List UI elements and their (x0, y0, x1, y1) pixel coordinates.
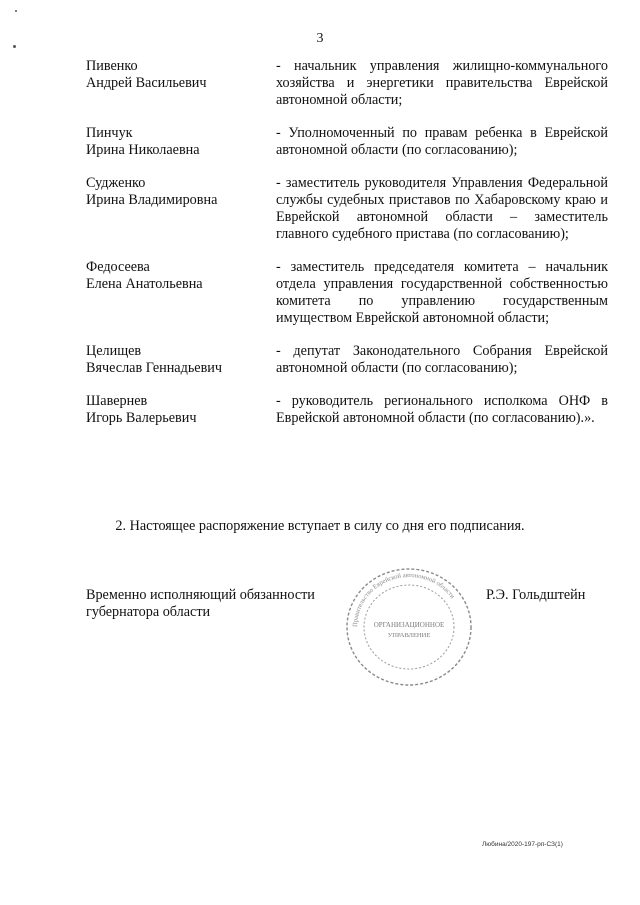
member-name (86, 393, 276, 427)
scan-speck (15, 10, 17, 12)
seal-center-text: ОРГАНИЗАЦИОННОЕ (373, 621, 445, 629)
member-surname: Судженко (86, 175, 146, 191)
member-surname: Целищев (86, 343, 142, 359)
member-role: - начальник управления жилищно-коммунального хозяйства и энергетики правительства Еврейской автономной области; (276, 58, 608, 108)
signatory-position (86, 587, 356, 621)
member-given-names: Ирина Николаевна (86, 142, 200, 158)
member-name (86, 58, 276, 109)
member-role: - заместитель председателя комитета – начальник отдела управления государственной собственностью комитета по управлению государственным имуществом Еврейской автономной области; (276, 259, 608, 326)
official-seal (338, 567, 480, 687)
page-number: 3 (316, 31, 324, 46)
member-role: - депутат Законодательного Собрания Еврейской автономной области (по согласованию); (276, 343, 608, 376)
member-given-names: Елена Анатольевна (86, 276, 203, 292)
member-surname: Федосеева (86, 259, 150, 275)
member-entry (86, 259, 612, 327)
effective-clause: 2. Настоящее распоряжение вступает в силу со дня его подписания. (115, 518, 525, 534)
member-entry (86, 58, 612, 109)
member-surname: Пивенко (86, 58, 138, 74)
member-entry (86, 393, 612, 427)
member-entry (86, 343, 612, 377)
member-name (86, 175, 276, 243)
member-role: - Уполномоченный по правам ребенка в Еврейской автономной области (по согласованию); (276, 125, 608, 158)
member-name (86, 125, 276, 159)
signatory-position-line: губернатора области (86, 604, 211, 620)
seal-center-text: УПРАВЛЕНИЕ (387, 632, 431, 639)
member-given-names: Андрей Васильевич (86, 75, 207, 91)
member-entry (86, 175, 612, 243)
member-name (86, 259, 276, 327)
member-entry (86, 125, 612, 159)
member-given-names: Вячеслав Геннадьевич (86, 360, 223, 376)
member-role: - руководитель регионального исполкома ОНФ в Еврейской автономной области (по согласованию).». (276, 393, 608, 426)
member-given-names: Игорь Валерьевич (86, 410, 197, 426)
member-list (86, 58, 612, 443)
signatory-name: Р.Э. Гольдштейн (486, 587, 586, 603)
member-name (86, 343, 276, 377)
member-surname: Шавернев (86, 393, 148, 409)
member-given-names: Ирина Владимировна (86, 192, 218, 208)
signatory-position-line: Временно исполняющий обязанности (86, 587, 315, 603)
member-role: - заместитель руководителя Управления Федеральной службы судебных приставов по Хабаровскому краю и Еврейской автономной области – заместитель главного судебного пристава (по согласованию); (276, 175, 608, 242)
document-code: Любина/2020-197-рп-СЗ(1) (482, 841, 563, 848)
seal-ring-text: Правительство Еврейской автономной области (351, 571, 456, 628)
member-surname: Пинчук (86, 125, 133, 141)
